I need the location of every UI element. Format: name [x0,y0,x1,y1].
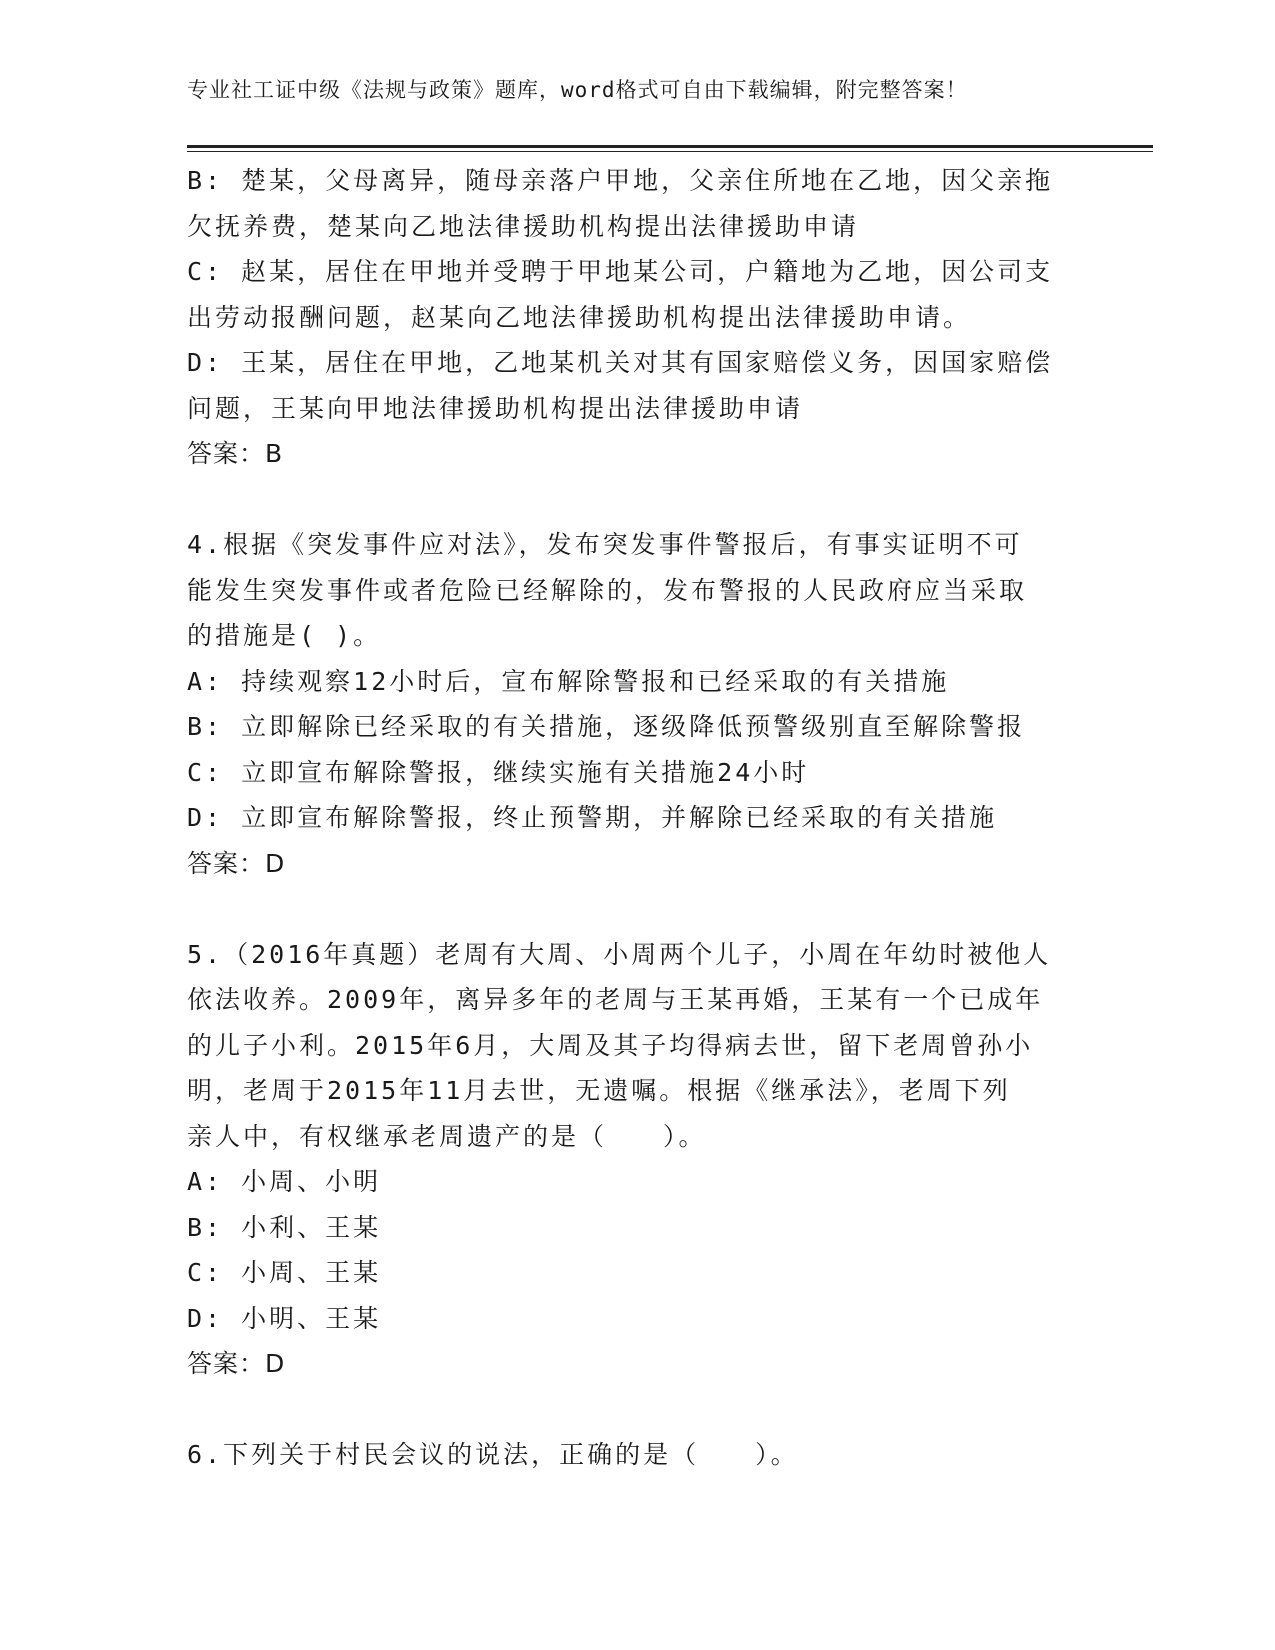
option-d-line-2: 问题，王某向甲地法律援助机构提出法律援助申请 [187,393,804,423]
option-b-line-2: 欠抚养费，楚某向乙地法律援助机构提出法律援助申请 [187,211,860,241]
spacer [187,886,1087,932]
option-d: D: 小明、王某 [187,1303,382,1333]
option-c: C: 小周、王某 [187,1258,382,1287]
question-stem-line-2: 依法收养。2009年，离异多年的老周与王某再婚，王某有一个已成年 [187,985,1044,1014]
option-d-line-1: D: 王某，居住在甲地，乙地某机关对其有国家赔偿义务，因国家赔偿 [187,348,1054,377]
question-stem-line-2: 能发生突发事件或者危险已经解除的，发布警报的人民政府应当采取 [187,575,1028,605]
header-rule-thin [187,151,1153,152]
question-stem-line-5: 亲人中，有权继承老周遗产的是（ ）。 [187,1121,707,1151]
option-b: B: 小利、王某 [187,1212,382,1242]
question-stem-line-3: 的儿子小利。2015年6月，大周及其子均得病去世，留下老周曾孙小 [187,1030,1034,1060]
option-c-line-2: 出劳动报酬问题，赵某向乙地法律援助机构提出法律援助申请。 [187,302,972,332]
question-stem-line-3: 的措施是( )。 [187,621,382,650]
answer: 答案：D [187,848,286,878]
answer: 答案：D [187,1349,286,1378]
option-c-line-1: C: 赵某，居住在甲地并受聘于甲地某公司，户籍地为乙地，因公司支 [187,257,1054,286]
question-3 [187,158,1087,477]
spacer [187,1387,1087,1433]
question-5 [187,932,1087,1387]
page-header: 专业社工证中级《法规与政策》题库，word格式可自由下载编辑，附完整答案！ [187,78,968,102]
question-stem-line-4: 明，老周于2015年11月去世，无遗嘱。根据《继承法》，老周下列 [187,1076,1011,1105]
option-a: A: 持续观察12小时后，宣布解除警报和已经采取的有关措施 [187,666,950,696]
question-6 [187,1432,1087,1478]
document-body [187,158,1087,1478]
option-a: A: 小周、小明 [187,1167,382,1196]
question-stem-line-1: 4.根据《突发事件应对法》，发布突发事件警报后，有事实证明不可 [187,530,1023,559]
option-b-line-1: B: 楚某，父母离异，随母亲落户甲地，父亲住所地在乙地，因父亲拖 [187,166,1054,195]
spacer [187,477,1087,523]
option-c: C: 立即宣布解除警报，继续实施有关措施24小时 [187,757,810,787]
question-stem-line-1: 5.（2016年真题）老周有大周、小周两个儿子，小周在年幼时被他人 [187,939,1052,969]
header-rule-thick [187,145,1153,148]
question-stem-line-1: 6.下列关于村民会议的说法，正确的是（ ）。 [187,1440,799,1469]
answer: 答案：B [187,439,284,468]
question-4 [187,522,1087,886]
option-d: D: 立即宣布解除警报，终止预警期，并解除已经采取的有关措施 [187,803,998,832]
option-b: B: 立即解除已经采取的有关措施，逐级降低预警级别直至解除警报 [187,712,1026,741]
